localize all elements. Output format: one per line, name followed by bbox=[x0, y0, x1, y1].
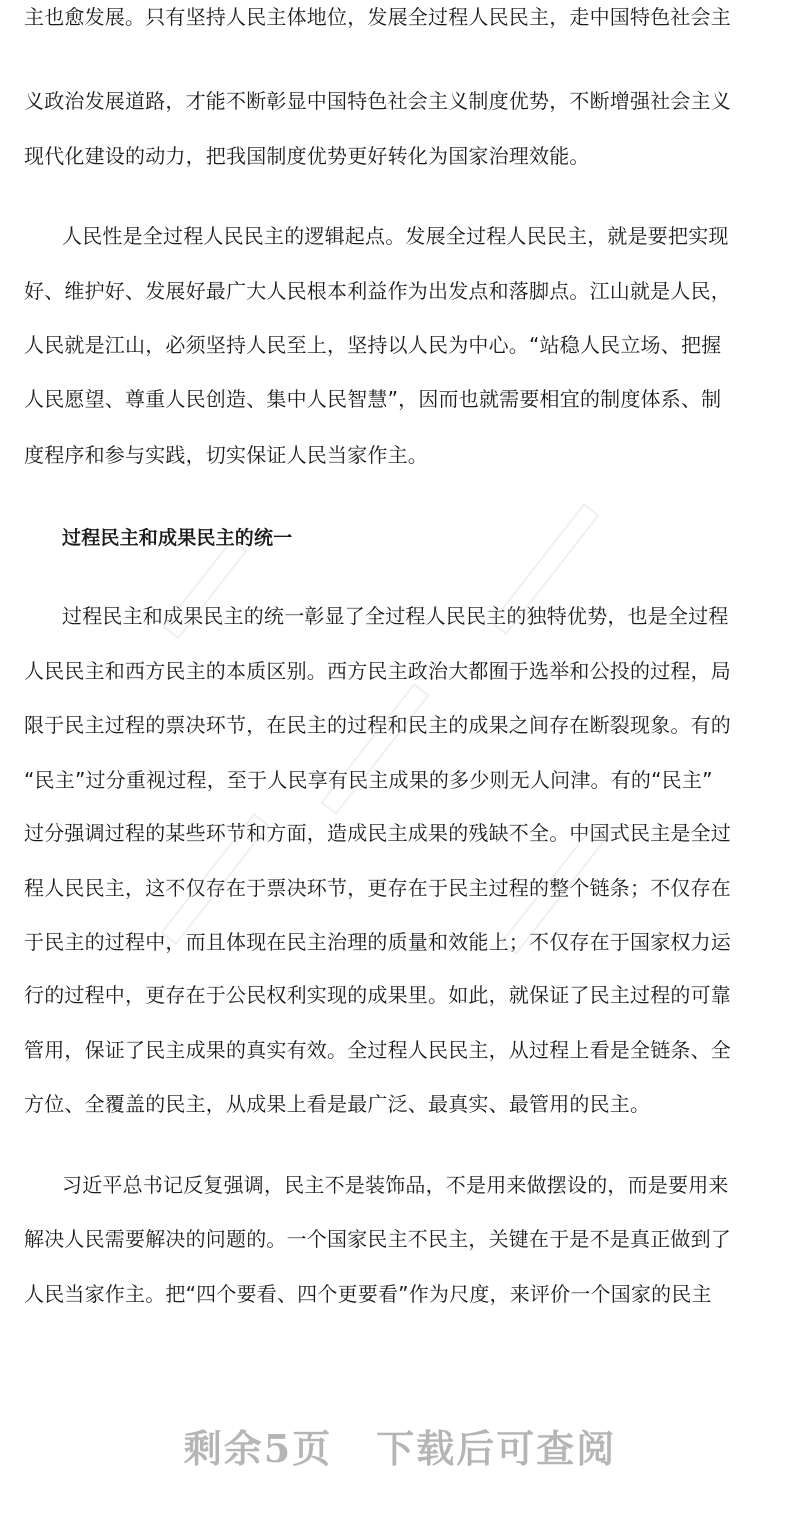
text-line: 人民当家作主。把“四个要看、四个更要看”作为尺度，来评价一个国家的民主 bbox=[24, 1282, 712, 1306]
text-line: 义政治发展道路，才能不断彰显中国特色社会主义制度优势，不断增强社会主义 bbox=[24, 89, 731, 113]
text-line: 方位、全覆盖的民主，从成果上看是最广泛、最真实、最管用的民主。 bbox=[24, 1092, 651, 1116]
text-line: 行的过程中，更存在于公民权利实现的成果里。如此，就保证了民主过程的可靠 bbox=[24, 983, 731, 1007]
text-line: 解决人民需要解决的问题的。一个国家民主不民主，关键在于是不是真正做到了 bbox=[24, 1227, 731, 1251]
text-line: 程人民民主，这不仅存在于票决环节，更存在于民主过程的整个链条；不仅存在 bbox=[24, 876, 731, 900]
text-line: 现代化建设的动力，把我国制度优势更好转化为国家治理效能。 bbox=[24, 144, 590, 168]
text-line: 过分强调过程的某些环节和方面，造成民主成果的残缺不全。中国式民主是全过 bbox=[24, 821, 731, 845]
text-line: 习近平总书记反复强调，民主不是装饰品，不是用来做摆设的，而是要用来 bbox=[62, 1173, 729, 1197]
text-line: 人民愿望、尊重人民创造、集中人民智慧”，因而也就需要相宜的制度体系、制 bbox=[24, 387, 722, 411]
text-line: 人民民主和西方民主的本质区别。西方民主政治大都囿于选举和公投的过程，局 bbox=[24, 659, 731, 683]
text-line: 主也愈发展。只有坚持人民主体地位，发展全过程人民民主，走中国特色社会主 bbox=[24, 5, 731, 29]
download-to-view-label: 下载后可查阅 bbox=[376, 1426, 617, 1471]
text-line: “民主”过分重视过程，至于人民享有民主成果的多少则无人问津。有的“民主” bbox=[24, 768, 713, 792]
download-prompt-banner[interactable] bbox=[0, 1418, 800, 1473]
section-heading: 过程民主和成果民主的统一 bbox=[62, 527, 293, 549]
text-line: 管用，保证了民主成果的真实有效。全过程人民民主，从过程上看是全链条、全 bbox=[24, 1038, 731, 1062]
remaining-pages-label: 剩余5页 bbox=[183, 1426, 333, 1471]
text-line: 好、维护好、发展好最广大人民根本利益作为出发点和落脚点。江山就是人民， bbox=[24, 279, 731, 303]
text-line: 人民就是江山，必须坚持人民至上，坚持以人民为中心。“站稳人民立场、把握 bbox=[24, 333, 722, 357]
text-line: 过程民主和成果民主的统一彰显了全过程人民民主的独特优势，也是全过程 bbox=[62, 604, 729, 628]
text-line: 度程序和参与实践，切实保证人民当家作主。 bbox=[24, 443, 428, 467]
text-line: 限于民主过程的票决环节，在民主的过程和民主的成果之间存在断裂现象。有的 bbox=[24, 713, 731, 737]
text-line: 于民主的过程中，而且体现在民主治理的质量和效能上；不仅存在于国家权力运 bbox=[24, 930, 731, 954]
text-line: 人民性是全过程人民民主的逻辑起点。发展全过程人民民主，就是要把实现 bbox=[62, 224, 729, 248]
